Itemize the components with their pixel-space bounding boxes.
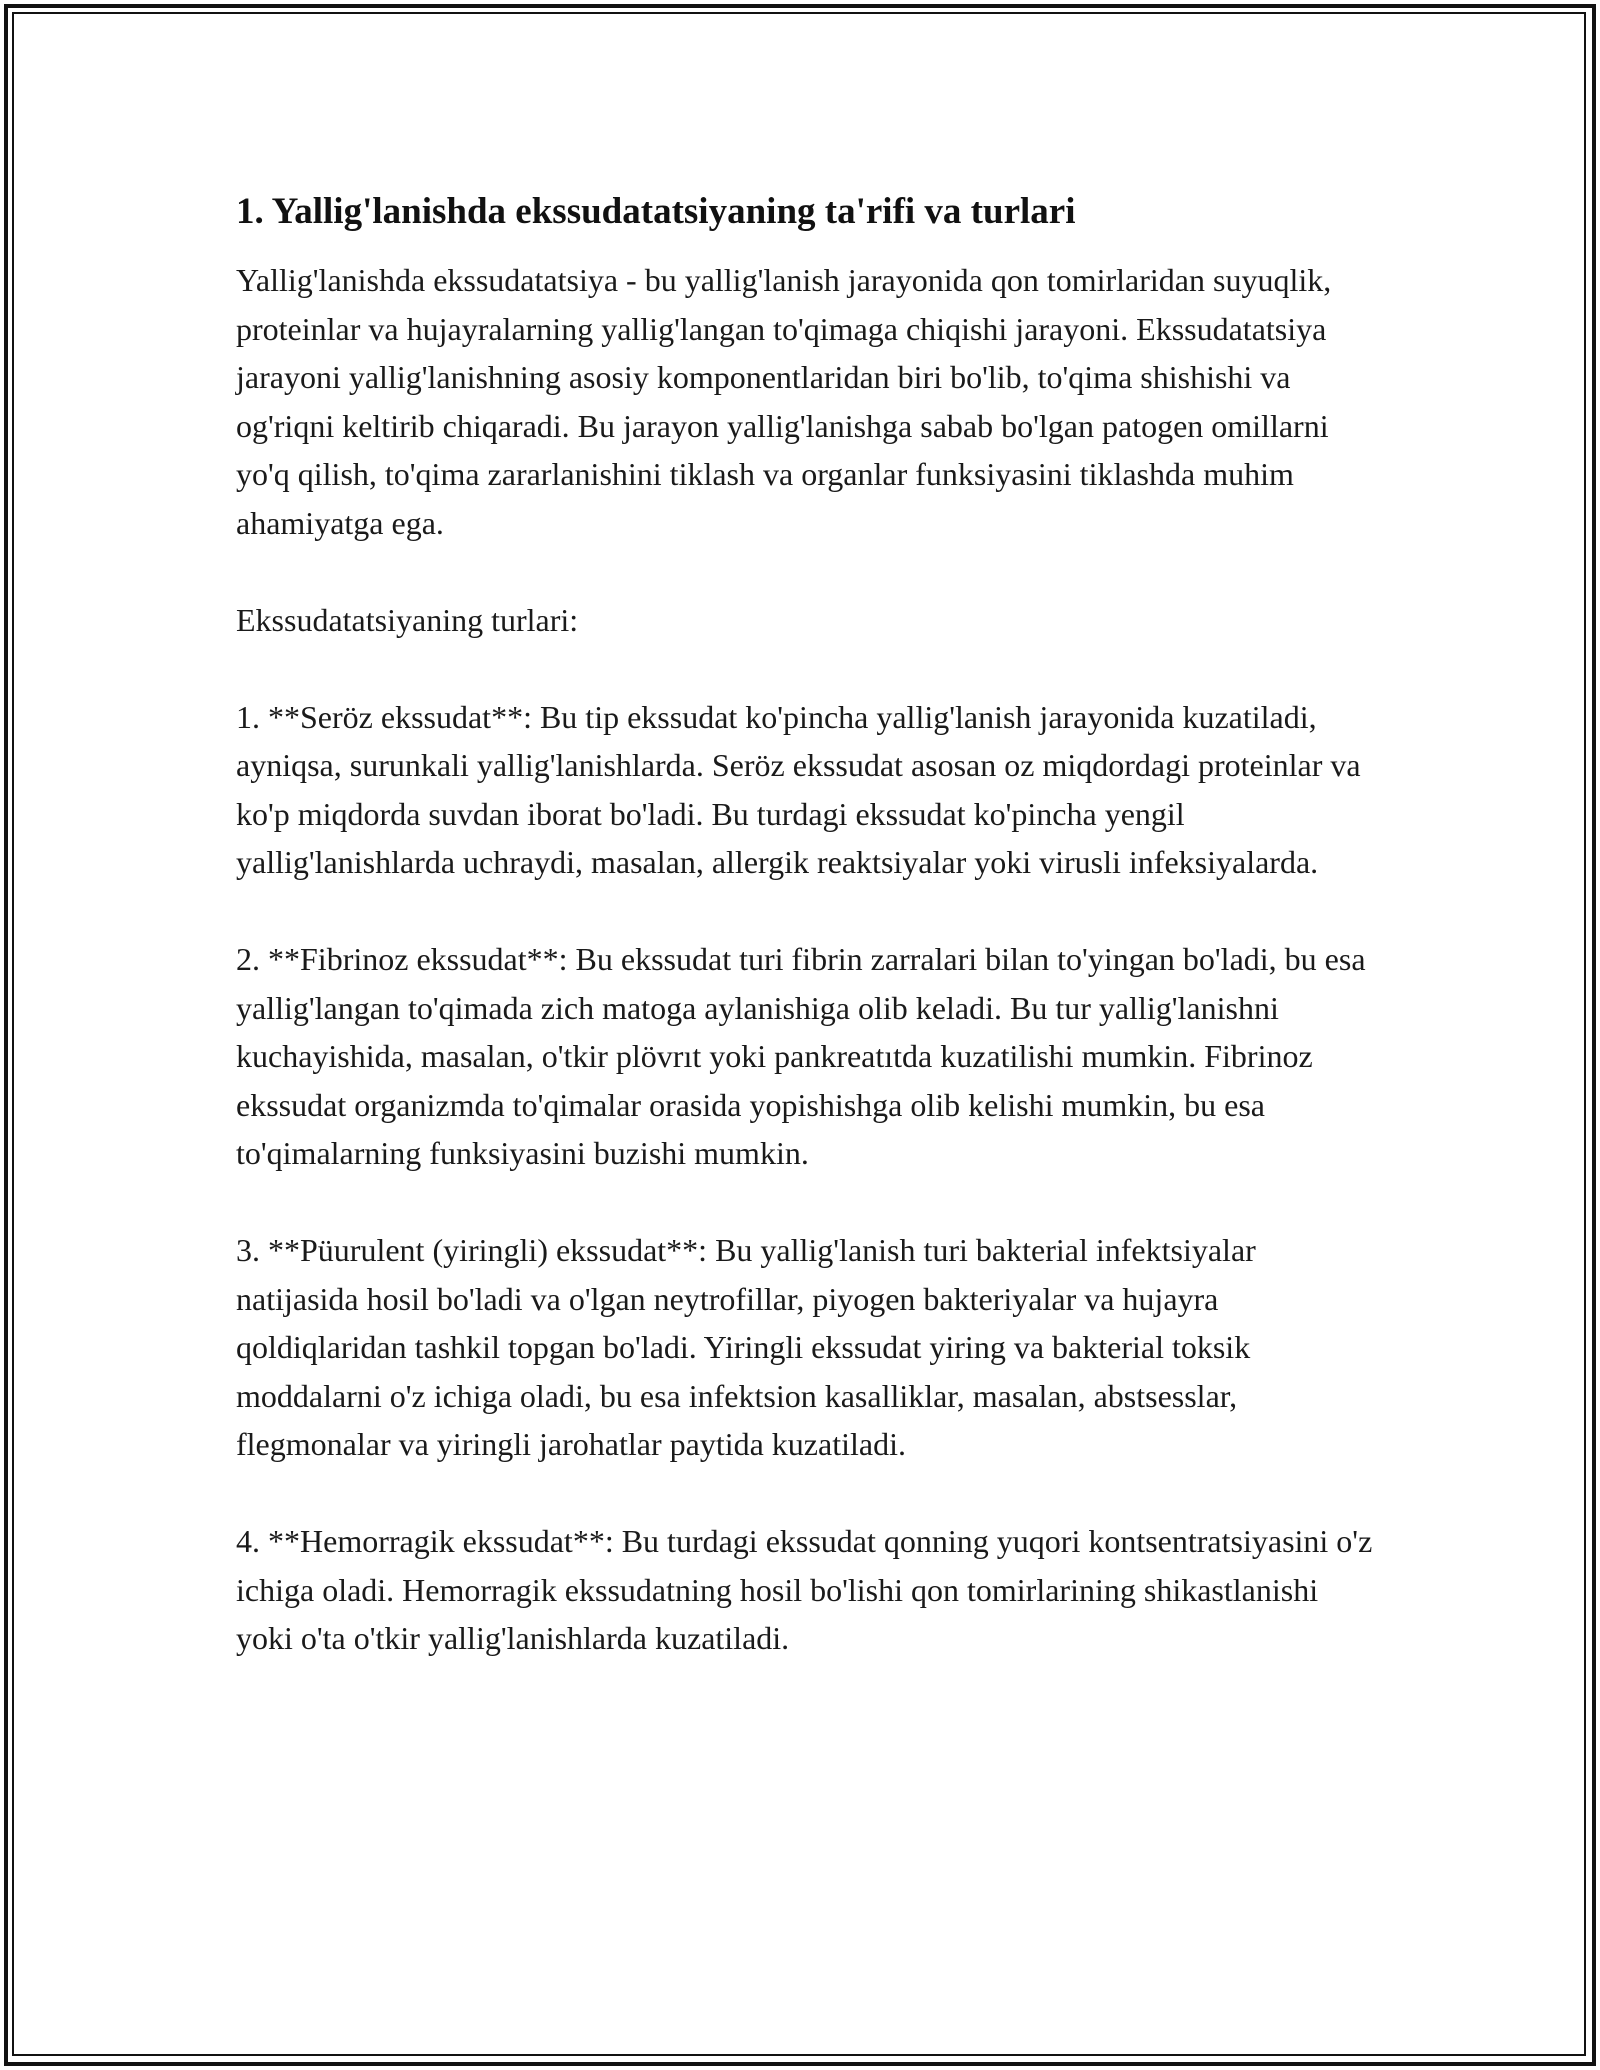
type-item-serous: 1. **Seröz ekssudat**: Bu tip ekssudat ko'pincha yallig'lanish jarayonida kuzatiladi, ayniqsa, surunkali yallig'lanishlarda. Seröz ekssudat asosan oz miqdordagi proteinlar va ko'p miqdorda suvdan iborat bo'ladi. Bu turdagi ekssudat ko'pincha yengil yallig'lanishlarda uchraydi, masalan, allergik reaktsiyalar yoki virusli infeksiyalarda.	[236, 698, 1361, 880]
type-item-hemorrhagic: 4. **Hemorragik ekssudat**: Bu turdagi ekssudat qonning yuqori kontsentratsiyasini o'z ichiga oladi. Hemorragik ekssudatning hosil bo'lishi qon tomirlarining shikastlanishi yoki o'ta o'tkir yallig'lanishlarda kuzatiladi.	[236, 1523, 1373, 1656]
document-title: 1. Yallig'lanishda ekssudatatsiyaning ta'rifi va turlari	[236, 191, 1076, 232]
document-body	[236, 188, 1376, 1663]
intro-paragraph: Yallig'lanishda ekssudatatsiya - bu yallig'lanish jarayonida qon tomirlaridan suyuqlik, proteinlar va hujayralarning yallig'langan to'qimaga chiqishi jarayoni. Ekssudatatsiya jarayoni yallig'lanishning asosiy komponentlaridan biri bo'lib, to'qima shishishi va og'riqni keltirib chiqaradi. Bu jarayon yallig'lanishga sabab bo'lgan patogen omillarni yo'q qilish, to'qima zararlanishini tiklash va organlar funksiyasini tiklashda muhim ahamiyatga ega.	[236, 262, 1332, 541]
types-heading: Ekssudatatsiyaning turlari:	[236, 601, 579, 638]
type-item-purulent: 3. **Püurulent (yiringli) ekssudat**: Bu yallig'lanish turi bakterial infektsiyalar natijasida hosil bo'ladi va o'lgan neytrofillar, piyogen bakteriyalar va hujayra qoldiqlaridan tashkil topgan bo'ladi. Yiringli ekssudat yiring va bakterial toksik moddalarni o'z ichiga oladi, bu esa infektsion kasalliklar, masalan, abstsesslar, flegmonalar va yiringli jarohatlar paytida kuzatiladi.	[236, 1232, 1256, 1462]
type-item-fibrinous: 2. **Fibrinoz ekssudat**: Bu ekssudat turi fibrin zarralari bilan to'yingan bo'ladi, bu esa yallig'langan to'qimada zich matoga aylanishiga olib keladi. Bu tur yallig'lanishni kuchayishida, masalan, o'tkir plövrıt yoki pankreatıtda kuzatilishi mumkin. Fibrinoz ekssudat organizmda to'qimalar orasida yopishishga olib kelishi mumkin, bu esa to'qimalarning funksiyasini buzishi mumkin.	[236, 941, 1366, 1171]
